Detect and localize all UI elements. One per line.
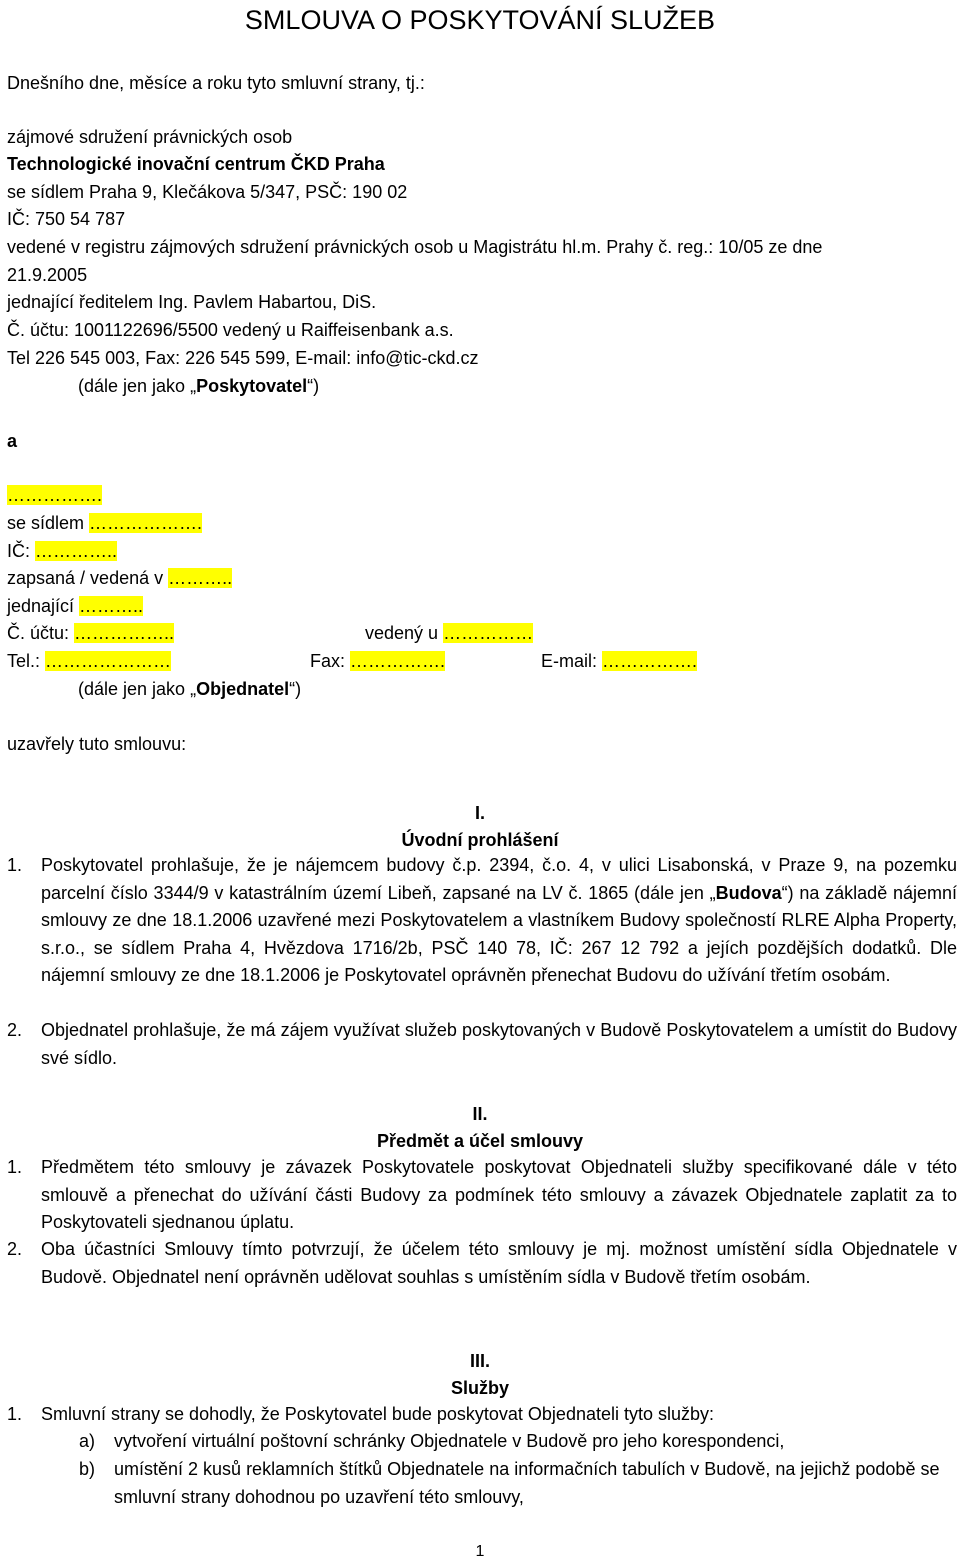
email-label: E-mail: [541, 651, 603, 671]
provider-alias [78, 375, 319, 397]
ic-label: IČ: [7, 541, 36, 561]
tel-blank[interactable]: ………………… [45, 651, 172, 671]
section-paragraph: Objednatel prohlašuje, že má zájem využívat služeb poskytovaných v Budově Poskytovatelem a umístit do Budovy své sídlo. [41, 1020, 957, 1068]
account-label: Č. účtu: [7, 623, 75, 643]
acting-blank[interactable]: ……….. [79, 596, 144, 616]
ic-blank[interactable]: ………….. [35, 541, 118, 561]
bank-label: vedený u [365, 623, 444, 643]
item-number: 2. [7, 1239, 23, 1259]
provider-account: Č. účtu: 1001122696/5500 vedený u Raiffeisenbank a.s. [7, 320, 454, 340]
provider-registry-date: 21.9.2005 [7, 265, 88, 285]
page-number: 1 [475, 1543, 485, 1560]
intro-text: Dnešního dne, měsíce a roku tyto smluvní strany, tj.: [7, 73, 425, 93]
section-paragraph: Smluvní strany se dohodly, že Poskytovatel bude poskytovat Objednateli tyto služby: [41, 1404, 715, 1424]
acting-label: jednající [7, 596, 80, 616]
fax-blank[interactable]: ……………. [350, 651, 446, 671]
tel-label: Tel.: [7, 651, 46, 671]
customer-alias [78, 678, 301, 700]
alias-name: Objednatel [196, 679, 290, 699]
item-number: 2. [7, 1020, 23, 1040]
customer-tel [7, 650, 171, 672]
section-heading: Služby [450, 1378, 509, 1398]
customer-acting [7, 595, 143, 617]
item-number: 1. [7, 1404, 23, 1424]
section-heading: Úvodní prohlášení [401, 830, 559, 850]
item-number: 1. [7, 855, 23, 875]
defined-term: Budova [715, 882, 782, 903]
provider-address: se sídlem Praha 9, Klečákova 5/347, PSČ: 190 02 [7, 182, 408, 202]
document-title: SMLOUVA O POSKYTOVÁNÍ SLUŽEB [244, 5, 716, 35]
section-paragraph [41, 852, 957, 990]
provider-registry: vedené v registru zájmových sdružení právnických osob u Magistrátu hl.m. Prahy č. reg.: 10/05 ze dne [7, 237, 823, 257]
registered-label: zapsaná / vedená v [7, 568, 169, 588]
section-paragraph: Předmětem této smlouvy je závazek Poskytovatele poskytovat Objednateli služby specifikované dále v této smlouvě a přenechat do užívání části Budovy za podmínek této smlouvy a závazek Objednatele zaplatit za to Poskytovateli sjednanou úplatu. [41, 1157, 957, 1232]
customer-email [541, 650, 697, 672]
closing-statement: uzavřely tuto smlouvu: [7, 734, 187, 754]
registered-blank[interactable]: ……….. [168, 568, 233, 588]
item-number: 1. [7, 1157, 23, 1177]
alias-prefix: (dále jen jako „ [78, 376, 197, 396]
provider-type: zájmové sdružení právnických osob [7, 127, 293, 147]
provider-ic: IČ: 750 54 787 [7, 209, 126, 229]
section-heading: Předmět a účel smlouvy [376, 1131, 584, 1151]
subitem-label: a) [79, 1431, 96, 1451]
paragraph-text: Poskytovatel prohlašuje, že je nájemcem budovy č.p. 2394, č.o. 4, v ulici Lisabonská, v Praze 9, na pozemku parcelní číslo 3344/9 v katastrálním území Libeň, zapsané na LV č. 1865 (dále jen „ [41, 855, 957, 903]
section-number: I. [474, 803, 485, 823]
customer-seat [7, 512, 202, 534]
fax-label: Fax: [310, 651, 351, 671]
provider-contact: Tel 226 545 003, Fax: 226 545 599, E-mail: info@tic-ckd.cz [7, 348, 479, 368]
customer-registered [7, 567, 232, 589]
bank-blank[interactable]: …………… [443, 623, 534, 643]
provider-director: jednající ředitelem Ing. Pavlem Habartou, DiS. [7, 292, 377, 312]
seat-blank[interactable]: ………………. [89, 513, 203, 533]
section-paragraph: Oba účastníci Smlouvy tímto potvrzují, že účelem této smlouvy je mj. možnost umístění sídla Objednatele v Budově. Objednatel není oprávněn udělovat souhlas s umístěním sídla v Budově třetím osobám. [41, 1239, 957, 1287]
customer-fax [310, 650, 445, 672]
customer-name-blank[interactable]: ……………. [7, 485, 103, 505]
customer-account [7, 622, 174, 644]
alias-name: Poskytovatel [196, 376, 308, 396]
paragraph-text: “) na základě nájemní smlouvy ze dne 18.1.2006 uzavřené mezi Poskytovatelem a vlastníkem Budovy společností RLRE Alpha Property, s.r.o., se sídlem Praha 4, Hvězdova 1716/2b, PSČ 140 78, IČ: 267 12 792 a jejích pozdějších dodatků. Dle nájemní smlouvy ze dne 18.1.2006 je Poskytovatel oprávněn přenechat Budovu do užívání třetím osobám. [41, 882, 957, 985]
provider-name: Technologické inovační centrum ČKD Praha [7, 154, 385, 174]
alias-suffix: “) [289, 679, 302, 699]
customer-bank [365, 622, 533, 644]
subitem-text: umístění 2 kusů reklamních štítků Objednatele na informačních tabulích v Budově, na jejichž podobě se smluvní strany dohodnou po uzavření této smlouvy, [114, 1459, 940, 1507]
alias-suffix: “) [307, 376, 320, 396]
seat-label: se sídlem [7, 513, 90, 533]
account-blank[interactable]: …………….. [74, 623, 175, 643]
subitem-label: b) [79, 1459, 96, 1479]
section-number: III. [469, 1351, 490, 1371]
email-blank[interactable]: ……………. [602, 651, 698, 671]
customer-ic [7, 540, 117, 562]
subitem-text: vytvoření virtuální poštovní schránky Objednatele v Budově pro jeho korespondenci, [114, 1431, 785, 1451]
conjunction: a [7, 431, 18, 451]
section-number: II. [472, 1104, 488, 1124]
alias-prefix: (dále jen jako „ [78, 679, 197, 699]
